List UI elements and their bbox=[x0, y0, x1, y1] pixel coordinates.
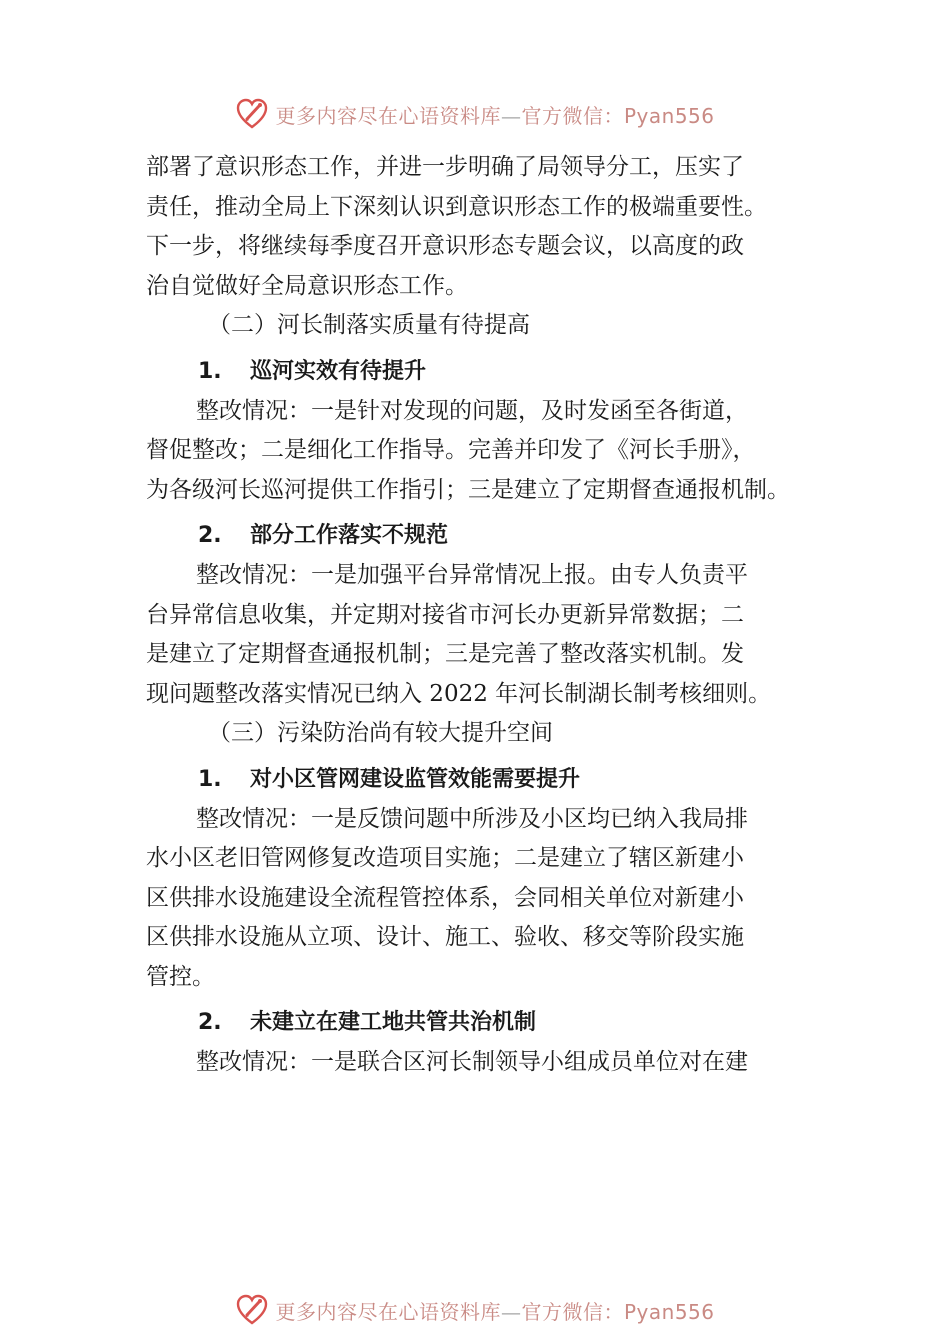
watermark-wechat-label: 官方微信： bbox=[521, 103, 624, 128]
body-line: 区供排水设施建设全流程管控体系，会同相关单位对新建小 bbox=[146, 884, 744, 911]
watermark-brand: 更多内容尽在心语资料库 bbox=[275, 103, 501, 128]
watermark-wechat-id: Pyan556 bbox=[623, 1299, 715, 1324]
body-line: 区供排水设施从立项、设计、施工、验收、移交等阶段实施 bbox=[146, 924, 744, 951]
item-number: 2. bbox=[198, 1010, 222, 1036]
intro-line: 部署了意识形态工作，并进一步明确了局领导分工，压实了 bbox=[146, 154, 744, 180]
item-title: 未建立在建工地共管共治机制 bbox=[250, 1010, 537, 1036]
item-number: 1. bbox=[198, 358, 222, 384]
body-line: 现问题整改落实情况已纳入 2022 年河长制湖长制考核细则。 bbox=[146, 680, 772, 707]
item-number: 2. bbox=[198, 523, 222, 549]
section-3-item-1-body bbox=[146, 800, 822, 998]
watermark-wechat-label: 官方微信： bbox=[521, 1299, 624, 1324]
watermark-text bbox=[275, 100, 714, 129]
watermark-text bbox=[275, 1296, 714, 1325]
item-number: 1. bbox=[198, 766, 222, 792]
document-body bbox=[146, 148, 822, 1083]
item-title: 巡河实效有待提升 bbox=[250, 358, 427, 384]
watermark-brand: 更多内容尽在心语资料库 bbox=[275, 1299, 501, 1324]
footer-watermark bbox=[0, 1290, 950, 1330]
body-line: 是建立了定期督查通报机制；三是完善了整改落实机制。发 bbox=[146, 641, 744, 668]
watermark-separator: — bbox=[500, 1299, 522, 1324]
body-line: 为各级河长巡河提供工作指引；三是建立了定期督查通报机制。 bbox=[146, 476, 790, 503]
body-line: 水小区老旧管网修复改造项目实施；二是建立了辖区新建小 bbox=[146, 845, 744, 872]
intro-line: 治自觉做好全局意识形态工作。 bbox=[146, 272, 468, 299]
body-line: 台异常信息收集，并定期对接省市河长办更新异常数据；二 bbox=[146, 601, 744, 628]
intro-line: 责任，推动全局上下深刻认识到意识形态工作的极端重要性。 bbox=[146, 193, 767, 220]
body-line: 整改情况：一是联合区河长制领导小组成员单位对在建 bbox=[196, 1049, 748, 1076]
section-2-item-2-body bbox=[146, 556, 822, 714]
body-line: 整改情况：一是反馈问题中所涉及小区均已纳入我局排 bbox=[196, 805, 748, 832]
intro-paragraph bbox=[146, 148, 822, 306]
section-2-item-1-heading bbox=[146, 352, 822, 392]
body-line: 管控。 bbox=[146, 963, 215, 990]
section-2-item-2-heading bbox=[146, 516, 822, 556]
section-3-item-1-heading bbox=[146, 760, 822, 800]
heart-pen-logo-icon bbox=[235, 97, 269, 131]
intro-line: 下一步，将继续每季度召开意识形态专题会议，以高度的政 bbox=[146, 233, 744, 260]
watermark-wechat-id: Pyan556 bbox=[623, 103, 715, 128]
header-watermark bbox=[0, 94, 950, 134]
section-3-title: （三）污染防治尚有较大提升空间 bbox=[208, 720, 553, 747]
heart-pen-logo-icon bbox=[235, 1293, 269, 1327]
section-2-item-1-body bbox=[146, 392, 822, 511]
body-line: 整改情况：一是针对发现的问题，及时发函至各街道， bbox=[196, 397, 748, 424]
body-line: 整改情况：一是加强平台异常情况上报。由专人负责平 bbox=[196, 561, 748, 588]
item-title: 对小区管网建设监管效能需要提升 bbox=[250, 766, 581, 792]
watermark-separator: — bbox=[500, 103, 522, 128]
item-title: 部分工作落实不规范 bbox=[250, 523, 449, 549]
section-2-title: （二）河长制落实质量有待提高 bbox=[208, 312, 530, 339]
section-3-item-2-body bbox=[146, 1043, 822, 1083]
section-3-item-2-heading bbox=[146, 1003, 822, 1043]
body-line: 督促整改；二是细化工作指导。完善并印发了《河长手册》， bbox=[146, 437, 756, 464]
